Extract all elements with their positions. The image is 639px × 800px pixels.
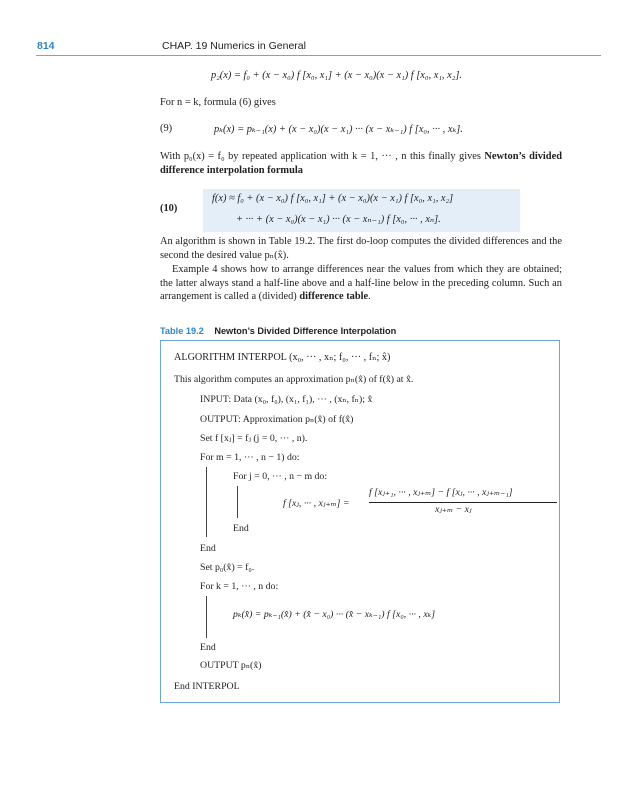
algorithm-header: ALGORITHM INTERPOL (x₀, ··· , xₙ; f₀, ··· , fₙ; x̂) — [174, 352, 391, 363]
loop-bar-k — [206, 596, 207, 638]
algorithm-end-k: End — [200, 642, 216, 653]
algorithm-output: OUTPUT pₙ(x̂) — [200, 660, 262, 671]
chapter-title: CHAP. 19 Numerics in General — [162, 40, 306, 52]
algorithm-for-k: For k = 1, ··· , n do: — [200, 581, 279, 592]
loop-bar-j — [237, 486, 238, 518]
algorithm-for-m: For m = 1, ··· , n − 1) do: — [200, 452, 300, 463]
newton-bold-2: divided difference interpolation formula — [160, 151, 562, 176]
algorithm-set-p0: Set p₀(x̂) = f₀. — [200, 562, 255, 573]
divided-difference-numerator: f [xⱼ₊₁, ··· , xⱼ₊ₘ] − f [xⱼ, ··· , xⱼ₊ₘ₋₁] — [369, 487, 513, 498]
divided-difference-lhs: f [xⱼ, ··· , xⱼ₊ₘ] = — [283, 498, 350, 509]
equation-10-line1: f(x) ≈ f₀ + (x − x₀) f [x₀, x₁] + (x − x₀)(x − x₁) f [x₀, x₁, x₂] — [212, 193, 454, 204]
fraction-line — [369, 502, 557, 503]
example-end: . — [368, 291, 371, 303]
page-number: 814 — [37, 40, 55, 52]
newton-text: With p₀(x) = f₀ by repeated application with k = 1, ··· , n this finally gives — [160, 151, 481, 162]
equation-p2: p₂(x) = f₀ + (x − x₀) f [x₀, x₁] + (x − x₀)(x − x₁) f [x₀, x₁, x₂]. — [211, 70, 462, 81]
divided-difference-denominator: xⱼ₊ₘ − xⱼ — [435, 504, 472, 515]
example-paragraph — [160, 263, 562, 304]
algorithm-for-j: For j = 0, ··· , n − m do: — [233, 471, 328, 482]
text-n-equals-k: For n = k, formula (6) gives — [160, 97, 276, 108]
algorithm-end-inner: End — [233, 523, 249, 534]
difference-table-term: difference table — [299, 291, 369, 303]
algorithm-end-outer: End — [200, 543, 216, 554]
header-rule — [36, 55, 601, 56]
algorithm-description: This algorithm computes an approximation pₙ(x̂) of f(x̂) at x̂. — [174, 374, 414, 385]
loop-bar-m — [206, 467, 207, 537]
table-label: Table 19.2 — [160, 326, 204, 336]
equation-9: pₖ(x) = pₖ₋₁(x) + (x − x₀)(x − x₁) ··· (x − xₖ₋₁) f [x₀, ··· , xₖ]. — [214, 124, 463, 135]
equation-10-line2: + ··· + (x − x₀)(x − x₁) ··· (x − xₙ₋₁) f [x₀, ··· , xₙ]. — [236, 214, 441, 225]
table-heading: Newton’s Divided Difference Interpolation — [214, 326, 397, 336]
equation-9-label: (9) — [160, 123, 173, 134]
algorithm-end: End INTERPOL — [174, 681, 240, 692]
algorithm-set-initial: Set f [xⱼ] = fⱼ (j = 0, ··· , n). — [200, 433, 308, 444]
newton-paragraph — [160, 150, 562, 177]
algorithm-paragraph: An algorithm is shown in Table 19.2. The first do-loop computes the divided differences and the second the desired value pₙ(x̂). — [160, 236, 562, 261]
algorithm-pk-formula: pₖ(x̂) = pₖ₋₁(x̂) + (x̂ − x₀) ··· (x̂ − xₖ₋₁) f [x₀, ··· , xₖ] — [233, 609, 436, 620]
equation-10-label: (10) — [160, 203, 178, 214]
algorithm-output-spec: OUTPUT: Approximation pₙ(x̂) of f(x̂) — [200, 414, 354, 425]
table-title — [160, 326, 396, 336]
newton-bold-1: Newton’s — [484, 151, 526, 162]
example-text: Example 4 shows how to arrange differences near the values from which they are obtained; the latter always stand a half-line above and a half-line below in the preceding column. Such an arrangement is called a (divided) — [160, 264, 562, 303]
algorithm-input: INPUT: Data (x₀, f₀), (x₁, f₁), ··· , (xₙ, fₙ); x̂ — [200, 394, 373, 405]
